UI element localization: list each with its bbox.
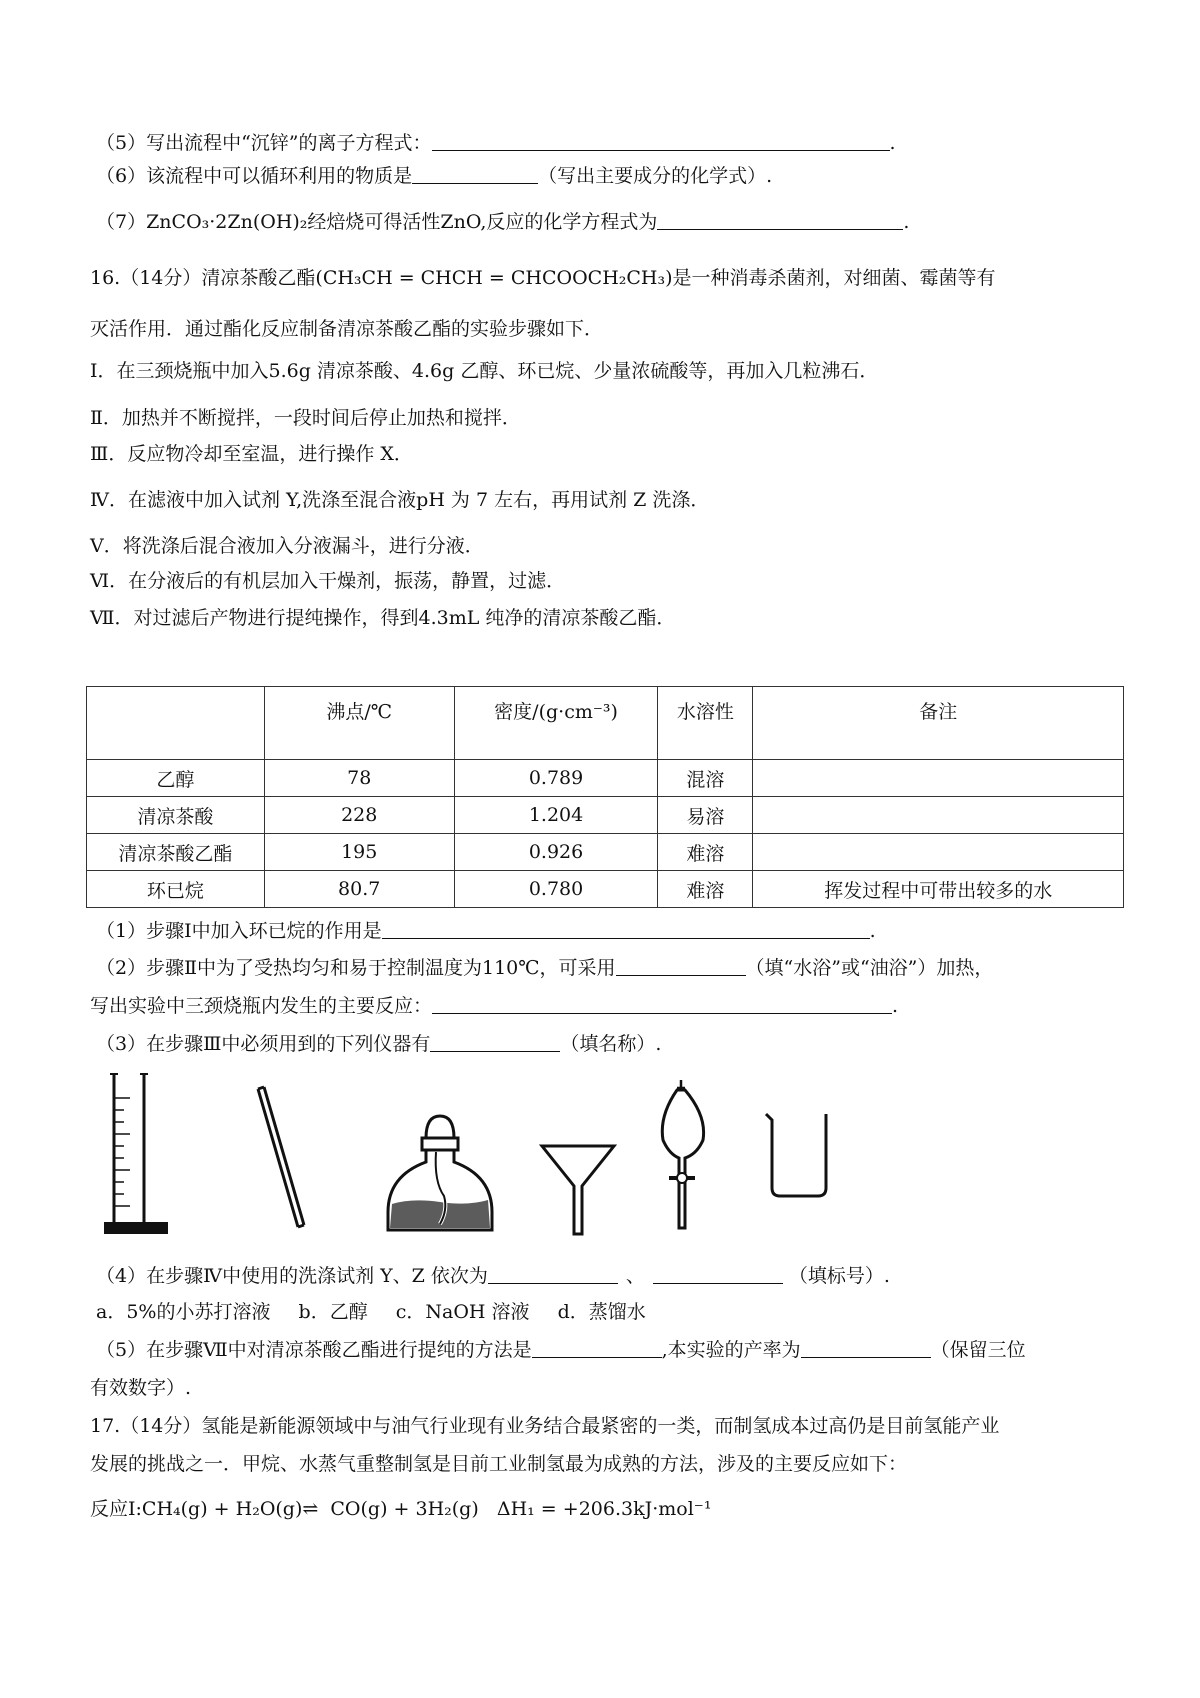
q15-part6: （6）该流程中可以循环利用的物质是 （写出主要成分的化学式）. — [96, 165, 773, 187]
answer-blank[interactable] — [432, 132, 890, 151]
table-cell: 挥发过程中可带出较多的水 — [753, 871, 1124, 908]
answer-blank[interactable] — [488, 1265, 618, 1284]
q15-part7: （7）ZnCO₃·2Zn(OH)₂经焙烧可得活性ZnO,反应的化学方程式为 . — [96, 211, 910, 233]
table-cell — [753, 834, 1124, 871]
table-cell: 清凉茶酸乙酯 — [87, 834, 265, 871]
q16-formula: (CH₃CH = CHCH = CHCOOCH₂CH₃) — [315, 267, 673, 289]
beaker-icon — [762, 1110, 834, 1200]
separatory-funnel-icon — [655, 1078, 711, 1236]
answer-blank[interactable] — [616, 957, 746, 976]
alcohol-lamp-icon — [382, 1112, 498, 1236]
table-cell: 环已烷 — [87, 871, 265, 908]
table-cell: 混溶 — [658, 760, 753, 797]
answer-blank[interactable] — [657, 211, 903, 230]
properties-table — [86, 686, 1124, 908]
answer-blank[interactable] — [432, 995, 892, 1014]
table-cell: 0.926 — [454, 834, 658, 871]
table-header-cell: 密度/(g·cm⁻³) — [454, 687, 658, 760]
table-cell: 80.7 — [264, 871, 454, 908]
q17-intro-line2: 发展的挑战之一．甲烷、水蒸气重整制氢是目前工业制氢最为成熟的方法，涉及的主要反应如下： — [90, 1453, 908, 1475]
answer-blank[interactable] — [532, 1339, 662, 1358]
table-header-cell: 水溶性 — [658, 687, 753, 760]
table-cell: 乙醇 — [87, 760, 265, 797]
table-cell: 清凉茶酸 — [87, 797, 265, 834]
option-b: b．乙醇 — [298, 1301, 368, 1323]
q16-intro-line2: 灭活作用．通过酯化反应制备清凉茶酸乙酯的实验步骤如下． — [90, 318, 604, 340]
table-header-cell — [87, 687, 265, 760]
q16-step-3: Ⅲ．反应物冷却至室温，进行操作 X． — [90, 443, 413, 465]
graduated-cylinder-icon — [100, 1070, 172, 1238]
answer-blank[interactable] — [382, 920, 870, 939]
table-cell: 0.780 — [454, 871, 658, 908]
table-row — [87, 834, 1124, 871]
table-cell: 1.204 — [454, 797, 658, 834]
answer-blank[interactable] — [412, 165, 538, 184]
q17-reaction-1: 反应Ⅰ:CH₄(g) + H₂O(g)⇌ CO(g) + 3H₂(g) ΔH₁ = +206.3kJ·mol⁻¹ — [90, 1498, 712, 1520]
table-cell: 易溶 — [658, 797, 753, 834]
q16-step-7: Ⅶ．对过滤后产物进行提纯操作，得到4.3mL 纯净的清凉茶酸乙酯． — [90, 607, 676, 629]
table-cell: 难溶 — [658, 871, 753, 908]
option-d: d．蒸馏水 — [557, 1301, 646, 1323]
q16-step-2: Ⅱ．加热并不断搅拌，一段时间后停止加热和搅拌． — [90, 407, 521, 429]
table-header-row — [87, 687, 1124, 760]
q16-question-1: （1）步骤Ⅰ中加入环已烷的作用是 . — [96, 920, 876, 942]
table-cell: 难溶 — [658, 834, 753, 871]
q16-step-4: Ⅳ．在滤液中加入试剂 Y,洗涤至混合液pH 为 7 左右，再用试剂 Z 洗涤． — [90, 489, 710, 511]
q16-intro-line1: 16.（14分）清凉茶酸乙酯(CH₃CH = CHCH = CHCOOCH₂CH₃)是一种消毒杀菌剂，对细菌、霉菌等有 — [90, 267, 996, 289]
table-cell — [753, 760, 1124, 797]
table-cell: 228 — [264, 797, 454, 834]
answer-blank[interactable] — [430, 1033, 560, 1052]
table-cell — [753, 797, 1124, 834]
q17-intro-line1: 17.（14分）氢能是新能源领域中与油气行业现有业务结合最紧密的一类，而制氢成本过高仍是目前氢能产业 — [90, 1415, 1000, 1437]
q16-question-5b: 有效数字）. — [90, 1377, 192, 1399]
funnel-icon — [538, 1142, 618, 1238]
q15-part7-formula: （7）ZnCO₃·2Zn(OH)₂ — [96, 211, 308, 233]
answer-blank[interactable] — [801, 1339, 931, 1358]
q16-step-6: Ⅵ．在分液后的有机层加入干燥剂，振荡，静置，过滤． — [90, 570, 566, 592]
q15-part5: （5）写出流程中“沉锌”的离子方程式： . — [96, 132, 896, 154]
table-cell: 195 — [264, 834, 454, 871]
table-header-cell: 沸点/℃ — [264, 687, 454, 760]
q16-question-4: （4）在步骤Ⅳ中使用的洗涤试剂 Y、Z 依次为 、 （填标号）. — [96, 1265, 890, 1287]
table-header-cell: 备注 — [753, 687, 1124, 760]
table-row — [87, 797, 1124, 834]
q16-step-5: Ⅴ．将洗涤后混合液加入分液漏斗，进行分液． — [90, 535, 484, 557]
table-row — [87, 871, 1124, 908]
option-c: c．NaOH 溶液 — [395, 1301, 530, 1323]
glass-rod-icon — [252, 1085, 312, 1233]
q16-question-5a: （5）在步骤Ⅶ中对清凉茶酸乙酯进行提纯的方法是 ,本实验的产率为 （保留三位 — [96, 1339, 1026, 1361]
q16-question-3: （3）在步骤Ⅲ中必须用到的下列仪器有 （填名称）. — [96, 1033, 662, 1055]
table-cell: 0.789 — [454, 760, 658, 797]
reaction-equation: CH₄(g) + H₂O(g)⇌ CO(g) + 3H₂(g) ΔH₁ = +206.3kJ·mol⁻¹ — [141, 1498, 712, 1520]
table-cell: 78 — [264, 760, 454, 797]
q15-part5-text: （5）写出流程中“沉锌”的离子方程式： — [96, 132, 432, 154]
q16-step-1: Ⅰ．在三颈烧瓶中加入5.6g 清凉茶酸、4.6g 乙醇、环已烷、少量浓硫酸等，再加入几粒沸石． — [90, 360, 879, 382]
option-a: a．5%的小苏打溶液 — [96, 1301, 271, 1323]
answer-blank[interactable] — [653, 1265, 783, 1284]
q16-question-2a: （2）步骤Ⅱ中为了受热均匀和易于控制温度为110℃，可采用 （填“水浴”或“油浴”）加热， — [96, 957, 994, 979]
q16-question-2b: 写出实验中三颈烧瓶内发生的主要反应： . — [90, 995, 899, 1017]
table-row — [87, 760, 1124, 797]
q16-options — [96, 1299, 646, 1325]
